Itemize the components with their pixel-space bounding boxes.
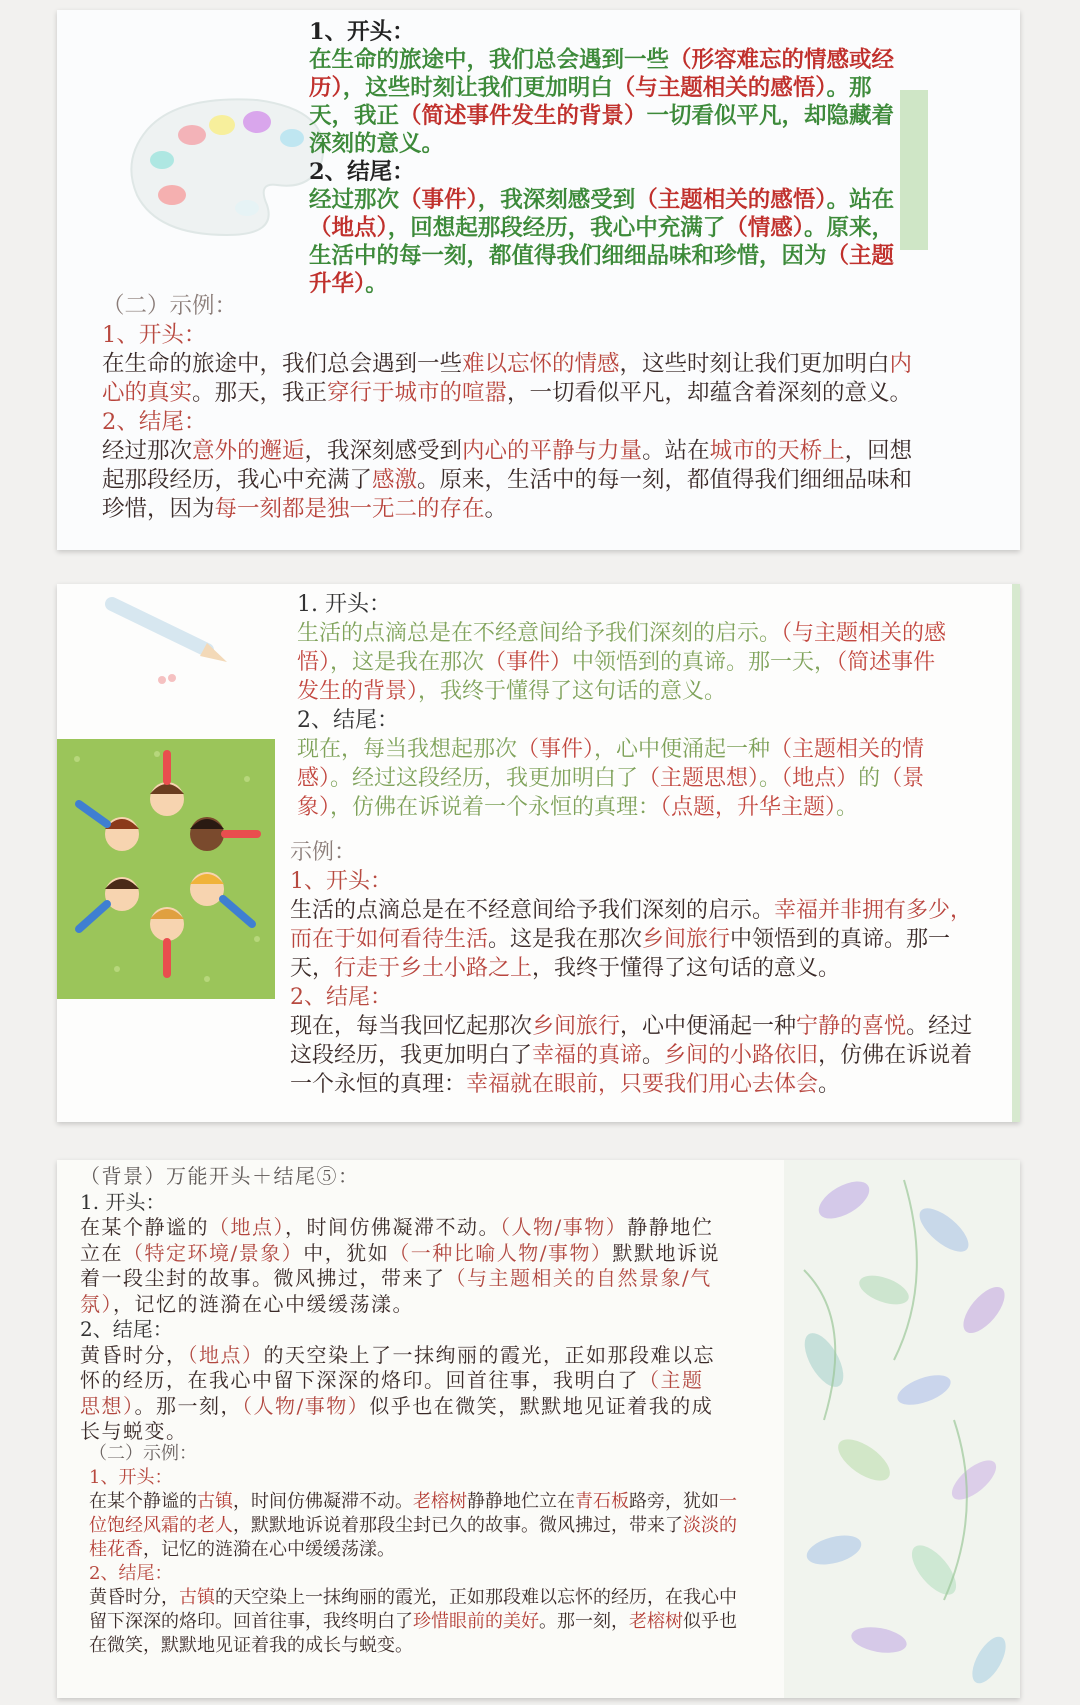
text-segment: 。那一刻， [134, 1393, 242, 1418]
paragraph [290, 867, 975, 896]
placeholder-highlight: （与主题相关的感悟） [612, 75, 827, 101]
placeholder-highlight: （点题，升华主题） [660, 795, 837, 820]
paragraph [297, 619, 957, 706]
text-segment: 2、结尾： [80, 1317, 173, 1341]
placeholder-highlight: 幸福的真谛 [532, 1043, 643, 1068]
text-segment: 默默地诉说着一段尘封的故事。微风拂过，带来了 [80, 1240, 720, 1290]
template-text [80, 1164, 720, 1445]
placeholder-highlight: 古镇 [197, 1491, 233, 1512]
text-segment: 静静地伫立在 [80, 1215, 714, 1265]
kids-on-grass-illustration [57, 739, 275, 999]
placeholder-highlight: （地点） [781, 766, 859, 791]
placeholder-highlight: （主题升华） [309, 243, 895, 297]
decorative-side-bar [1012, 584, 1020, 1122]
text-segment: 2、结尾： [102, 409, 207, 435]
text-segment: ，这是我在那次 [330, 650, 485, 675]
placeholder-highlight: （人物/事物） [242, 1393, 370, 1418]
paragraph [89, 1466, 749, 1490]
placeholder-highlight: （主题相关的情感） [297, 737, 925, 791]
text-segment: 2、结尾： [309, 159, 415, 185]
text-segment: ，仿佛在诉说着一个永恒的真理： [290, 1043, 973, 1097]
text-segment: 1、开头： [290, 869, 392, 894]
text-segment: 生活的点滴总是在不经意间给予我们深刻的启示。 [290, 898, 775, 923]
placeholder-highlight: （主题思想） [80, 1368, 704, 1418]
text-segment: ，这些时刻让我们更加明白 [619, 351, 890, 377]
paragraph [102, 437, 932, 524]
paragraph [290, 1012, 975, 1099]
placeholder-highlight: 淡淡的桂花香 [89, 1515, 737, 1560]
writing-card-2 [57, 584, 1020, 1122]
text-segment: 1、开头： [102, 322, 207, 348]
text-segment: ，记忆的涟漪在心中缓缓荡漾。 [143, 1539, 395, 1560]
paragraph [89, 1562, 749, 1586]
paragraph [290, 896, 975, 983]
text-segment: 在某个静谧的 [80, 1215, 209, 1239]
text-segment: 中，犹如 [303, 1240, 390, 1265]
paragraph [309, 18, 909, 46]
placeholder-highlight: 乡间旅行 [642, 927, 731, 952]
paragraph [309, 158, 909, 186]
text-segment: 中领悟到的真谛。那一天， [290, 927, 951, 981]
text-segment: 。 [836, 795, 859, 820]
text-segment: ，我深刻感受到 [477, 187, 636, 213]
placeholder-highlight: 青石板 [575, 1491, 629, 1512]
text-segment: 似乎也在微笑，默默地见证着我的成长与蜕变。 [89, 1611, 737, 1656]
watercolor-leaves-illustration [784, 1160, 1020, 1698]
text-segment: ，记忆的涟漪在心中缓缓荡漾。 [113, 1291, 414, 1316]
placeholder-highlight: 宁静的喜悦 [796, 1014, 907, 1039]
text-segment: 。 [642, 1043, 665, 1068]
paragraph [89, 1586, 749, 1658]
example-text [89, 1442, 749, 1658]
text-segment: 静静地伫立在 [467, 1491, 575, 1512]
text-segment: 1. 开头： [297, 592, 391, 617]
paragraph [297, 590, 957, 619]
text-segment: 中领悟到的真谛。那一天， [572, 650, 837, 675]
placeholder-highlight: （地点） [209, 1215, 285, 1239]
placeholder-highlight: 穿行于城市的喧嚣 [327, 380, 508, 406]
placeholder-highlight: 珍惜眼前的美好 [413, 1611, 539, 1632]
text-segment: 。那天，我正 [309, 75, 872, 129]
placeholder-highlight: 内心的真实 [102, 351, 913, 406]
text-segment: ，回想起那段经历，我心中充满了 [102, 438, 913, 493]
text-segment: 1. 开头： [80, 1189, 166, 1214]
template-text [309, 18, 909, 298]
text-segment: 。 [759, 766, 782, 791]
text-segment: 路旁，犹如 [629, 1491, 719, 1512]
example-title: （二）示例： [89, 1443, 197, 1464]
text-segment: 在生命的旅途中，我们总会遇到一些 [309, 47, 670, 73]
placeholder-highlight: 每一刻都是独一无二的存在 [214, 496, 485, 522]
text-segment: ，我终于懂得了这句话的意义。 [532, 956, 841, 981]
placeholder-highlight: 内心的平静与力量 [462, 438, 643, 464]
text-segment: 的天空染上一抹绚丽的霞光，正如那段难以忘怀的经历，在我心中留下深深的烙印。回首往事，我终明白了 [89, 1587, 737, 1632]
text-segment: 黄昏时分， [80, 1342, 188, 1367]
text-segment: 现在，每当我想起那次 [297, 737, 518, 762]
text-segment: ，心中便涌起一种 [594, 737, 771, 762]
text-segment: 2、结尾： [297, 708, 399, 733]
placeholder-highlight: （简述事件发生的背景） [399, 103, 647, 129]
text-segment: 。这是我在那次 [488, 927, 643, 952]
placeholder-highlight: （地点） [309, 215, 388, 241]
example-title: （二）示例： [102, 293, 238, 319]
placeholder-highlight: （主题相关的感悟） [635, 187, 827, 213]
text-segment: 。 [818, 1072, 841, 1097]
paragraph [297, 706, 957, 735]
text-segment: 。经过这段经历，我更加明白了 [330, 766, 639, 791]
paragraph [80, 1190, 720, 1216]
template-text [297, 590, 957, 822]
placeholder-highlight: （主题思想） [638, 766, 760, 791]
placeholder-highlight: （与主题相关的感悟） [297, 621, 947, 675]
example-text [290, 838, 975, 1099]
placeholder-highlight: 幸福就在眼前，只要我们用心去体会 [466, 1072, 819, 1097]
paragraph [102, 350, 932, 408]
text-segment: 2、结尾： [89, 1563, 173, 1584]
pencil-illustration [87, 592, 277, 692]
paint-palette-illustration [117, 90, 337, 240]
paragraph [309, 46, 909, 158]
placeholder-highlight: 乡间旅行 [532, 1014, 621, 1039]
placeholder-highlight: （地点） [187, 1342, 264, 1367]
text-segment: ，时间仿佛凝滞不动。 [233, 1491, 413, 1512]
placeholder-highlight: （情感） [725, 215, 805, 241]
text-segment: ，一切看似平凡，却蕴含着深刻的意义。 [507, 380, 913, 406]
placeholder-highlight: 行走于乡土小路之上 [334, 956, 533, 981]
text-segment: 一切看似平凡，却隐藏着深刻的意义。 [309, 103, 895, 157]
text-segment: 经过那次 [309, 187, 400, 213]
paragraph [297, 735, 957, 822]
placeholder-highlight: （事件） [399, 187, 478, 213]
text-segment: ，时间仿佛凝滞不动。 [285, 1215, 500, 1239]
placeholder-highlight: （一种比喻人物/事物） [389, 1240, 613, 1265]
placeholder-highlight: 老榕树 [413, 1491, 467, 1512]
example-text [102, 292, 932, 524]
text-segment: 。站在 [826, 187, 895, 213]
text-segment: 现在，每当我回忆起那次 [290, 1014, 533, 1039]
placeholder-highlight: 幸福并非拥有多少，而在于如何看待生活 [290, 898, 973, 952]
text-segment: ，仿佛在诉说着一个永恒的真理： [330, 795, 661, 820]
text-segment: 似乎也在微笑，默默地见证着我的成长与蜕变。 [80, 1393, 714, 1443]
text-segment: 生活的点滴总是在不经意间给予我们深刻的启示。 [297, 621, 782, 646]
text-segment: ，我终于懂得了这句话的意义。 [418, 679, 727, 704]
paragraph [102, 408, 932, 437]
placeholder-highlight: 难以忘怀的情感 [462, 351, 620, 377]
placeholder-highlight: （事件） [517, 737, 595, 762]
paragraph [309, 186, 909, 298]
placeholder-highlight: （人物/事物） [500, 1215, 628, 1239]
text-segment: 。原来，生活中的每一刻，都值得我们细细品味和珍惜，因为 [102, 467, 913, 522]
paragraph [80, 1343, 720, 1445]
text-segment: 1、开头： [89, 1467, 173, 1488]
placeholder-highlight: （特定环境/景象） [123, 1240, 304, 1265]
text-segment: ，回想起那段经历，我心中充满了 [387, 215, 726, 241]
placeholder-highlight: 一位饱经风霜的老人 [89, 1491, 737, 1536]
text-segment: 在某个静谧的 [89, 1491, 197, 1512]
placeholder-highlight: 老榕树 [629, 1611, 683, 1632]
text-segment: 黄昏时分， [89, 1587, 179, 1608]
text-segment: 。站在 [642, 438, 710, 464]
writing-card-3 [57, 1160, 1020, 1698]
text-segment: 2、结尾： [290, 985, 392, 1010]
placeholder-highlight: （与主题相关的自然景象/气氛） [80, 1266, 712, 1316]
placeholder-highlight: 意外的邂逅 [192, 438, 305, 464]
paragraph [89, 1490, 749, 1562]
text-segment: 。那天，我正 [192, 380, 328, 406]
text-segment: ，心中便涌起一种 [620, 1014, 797, 1039]
text-segment: 的 [858, 766, 881, 791]
paragraph [80, 1215, 720, 1317]
text-segment: ，这些时刻让我们更加明白 [342, 75, 613, 101]
section-heading: （背景）万能开头＋结尾⑤： [80, 1164, 360, 1188]
text-segment: 1、开头： [309, 19, 415, 45]
placeholder-highlight: 古镇 [179, 1587, 215, 1608]
text-segment: 。 [484, 496, 508, 522]
paragraph [102, 321, 932, 350]
text-segment: 在生命的旅途中，我们总会遇到一些 [102, 351, 463, 377]
placeholder-highlight: 城市的天桥上 [709, 438, 845, 464]
text-segment: 。经过这段经历，我更加明白了 [290, 1014, 973, 1068]
paragraph [290, 983, 975, 1012]
text-segment: 。 [365, 271, 388, 297]
text-segment: 经过那次 [102, 438, 193, 464]
placeholder-highlight: 乡间的小路依旧 [664, 1043, 819, 1068]
placeholder-highlight: 感激 [372, 467, 418, 493]
placeholder-highlight: （简述事件发生的背景） [297, 650, 936, 704]
text-segment: ，默默地诉说着那段尘封已久的故事。微风拂过，带来了 [233, 1515, 683, 1536]
text-segment: 。原来，生活中的每一刻，都值得我们细细品味和珍惜，因为 [309, 215, 895, 269]
text-segment: ，我深刻感受到 [304, 438, 463, 464]
placeholder-highlight: （景象） [297, 766, 925, 820]
paragraph [80, 1317, 720, 1343]
placeholder-highlight: （事件） [484, 650, 573, 675]
placeholder-highlight: （形容难忘的情感或经历） [309, 47, 895, 101]
text-segment: 。那一刻， [539, 1611, 629, 1632]
writing-card-1 [57, 10, 1020, 550]
text-segment: 的天空染上了一抹绚丽的霞光，正如那段难以忘怀的经历，在我心中留下深深的烙印。回首往事，我明白了 [80, 1342, 715, 1392]
example-title: 示例： [290, 840, 357, 865]
